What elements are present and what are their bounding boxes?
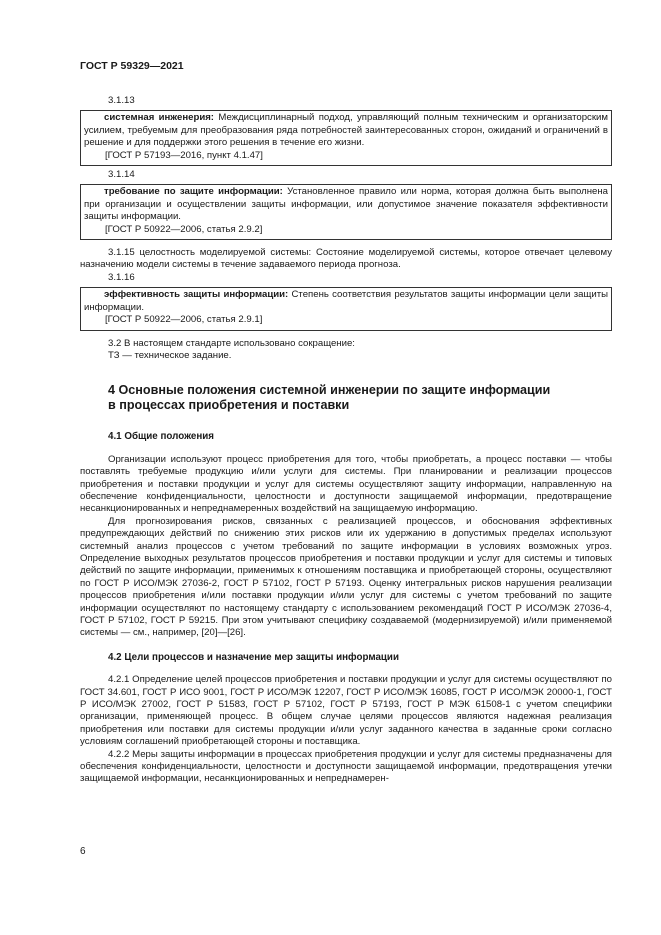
term-name: требование по защите информации: <box>104 186 283 198</box>
paragraph: Организации используют процесс приобретения для того, чтобы приобретать, а процесс поставки — чтобы поставлять требуемые продукцию и/или услуги для системы. При планировании и реализации процессов приобретения и поставки продукции и услуг для системы осуществляют защиту информации, направленную на обеспечение конфиденциальности, целостности и доступности защищаемой информации, предотвращение несанкционированных и непреднамеренных воздействий на защищаемую информацию. <box>80 453 612 515</box>
abbreviation-item: ТЗ — техническое задание. <box>108 349 232 361</box>
term-number: 3.1.16 <box>108 271 135 283</box>
term-source: [ГОСТ Р 50922—2006, статья 2.9.1] <box>105 314 263 326</box>
term-name: эффективность защиты информации: <box>104 289 289 301</box>
section-4-heading <box>108 383 612 413</box>
term-text: Степень соответствия результатов защиты информации цели защиты информации. <box>84 289 608 313</box>
term-3-1-15: 3.1.15 целостность моделируемой системы: Состояние моделируемой системы, которое отвечает целевому назначению модели системы в течение задаваемого периода прогноза. <box>80 247 612 271</box>
term-definition <box>84 186 608 223</box>
document-code: ГОСТ Р 59329—2021 <box>80 60 184 72</box>
abbreviation-intro: 3.2 В настоящем стандарте использовано сокращение: <box>108 337 355 349</box>
page-number: 6 <box>80 846 86 857</box>
term-source: [ГОСТ Р 57193—2016, пункт 4.1.47] <box>105 149 263 161</box>
term-definition <box>84 112 608 149</box>
paragraph: 4.2.2 Меры защиты информации в процессах приобретения продукции и услуг для системы предназначены для обеспечения конфиденциальности, целостности и доступности защищаемой информации, предотвращения утечки защищаемой информации, несанкционированных и непреднамерен- <box>80 748 612 785</box>
paragraph: 4.2.1 Определение целей процессов приобретения и поставки продукции и услуг для системы осуществляют по ГОСТ 34.601, ГОСТ Р ИСО 9001, ГОСТ Р ИСО/МЭК 12207, ГОСТ Р ИСО/МЭК 16085, ГОСТ Р ИСО/МЭК 20000-1, ГОСТ Р ИСО/МЭК 27002, ГОСТ Р 51583, ГОСТ Р 57102, ГОСТ Р 57193, ГОСТ Р МЭК 61508-1 с учетом специфики организации, применяющей процесс. В общем случае целями процессов являются надежная реализация приобретения или поставки для системы продукции и/или услуг заданного качества в заданные сроки согласно условиям соглашений приобретающей стороны и поставщика. <box>80 674 612 748</box>
document-body <box>80 95 612 786</box>
term-name: системная инженерия: <box>104 112 215 124</box>
section-4-title-line2: в процессах приобретения и поставки <box>108 398 350 413</box>
paragraph: Для прогнозирования рисков, связанных с реализацией процессов, и обоснования эффективных предупреждающих действий по снижению этих рисков или их удержанию в допустимых пределах используют системный анализ процессов с учетом требований по защите информации в условиях возможных угроз. Определение выходных результатов процессов приобретения и поставки продукции и услуг для системы и типовых действий по защите информации, применимых к отношениям поставщика и приобретающей стороны, осуществляют по ГОСТ Р ИСО/МЭК 27036-2, ГОСТ Р 57102, ГОСТ Р 57193. Оценку интегральных рисков нарушения реализации процессов приобретения и/или поставки продукции и/или услуг для системы с учетом требований по защите информации осуществляют по настоящему стандарту с использованием рекомендаций ГОСТ Р ИСО/МЭК 27036-4, ГОСТ Р 57102, ГОСТ Р 59215. При этом учитывают специфику создаваемой (модернизируемой) и/или применяемой системы — см., например, [20]—[26]. <box>80 515 612 639</box>
term-number: 3.1.13 <box>108 95 135 106</box>
term-definition <box>84 289 608 314</box>
term-text: Установленное правило или норма, которая должна быть выполнена при организации и осуществлении защиты информации, или допустимое значение показателя эффективности защиты информации. <box>84 186 609 223</box>
subsection-4-2-heading: 4.2 Цели процессов и назначение мер защиты информации <box>108 651 399 663</box>
term-number: 3.1.14 <box>108 169 135 181</box>
term-box-security-requirement <box>80 184 612 240</box>
term-box-security-effectiveness <box>80 287 612 330</box>
term-source: [ГОСТ Р 50922—2006, статья 2.9.2] <box>105 223 263 235</box>
term-box-system-engineering <box>80 110 612 166</box>
term-text: Междисциплинарный подход, управляющий полным техническим и организаторским усилием, требуемым для преобразования ряда потребностей заинтересованных сторон, ожиданий и ограничений в решение и для поддержки этого решения в течение его жизни. <box>84 112 609 149</box>
section-4-title-line1: 4 Основные положения системной инженерии по защите информации <box>108 383 551 398</box>
subsection-4-1-heading: 4.1 Общие положения <box>108 431 215 443</box>
